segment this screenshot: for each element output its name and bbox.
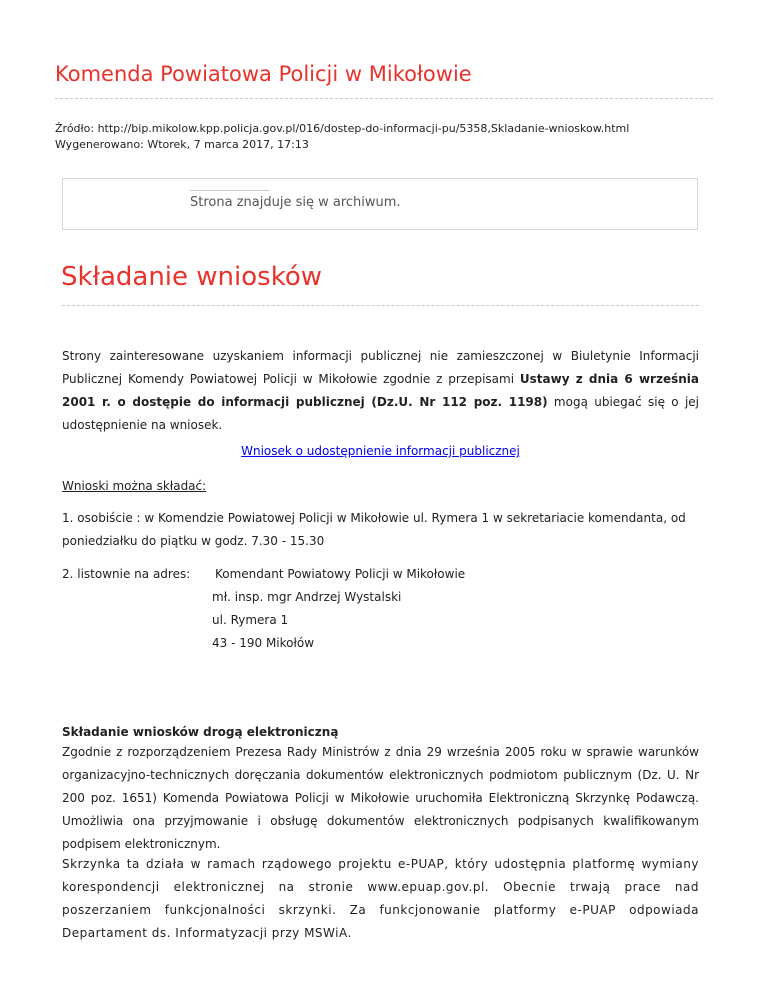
site-title: Komenda Powiatowa Policji w Mikołowie (55, 62, 472, 86)
generated-date: Wygenerowano: Wtorek, 7 marca 2017, 17:13 (55, 138, 309, 151)
archive-rule (190, 190, 270, 191)
address-line: ul. Rymera 1 (212, 613, 289, 627)
electronic-heading: Składanie wniosków drogą elektroniczną (62, 725, 339, 739)
header-divider (55, 98, 713, 99)
form-link-row (62, 440, 699, 463)
address-line: Komendant Powiatowy Policji w Mikołowie (215, 567, 466, 581)
mail-address (212, 563, 465, 655)
request-form-link[interactable]: Wniosek o udostępnienie informacji publicznej (241, 444, 520, 458)
submit-heading-row (62, 475, 699, 498)
intro-text: Strony zainteresowane uzyskaniem informacji publicznej nie zamieszczonej w Biuletynie Informacji Publicznej Komendy Powiatowej Policji w Mikołowie zgodnie z przepisami (62, 349, 699, 386)
page-title: Składanie wniosków (61, 262, 323, 292)
mail-item-label: 2. listownie na adres: (62, 567, 191, 581)
in-person-item: 1. osobiście : w Komendzie Powiatowej Policji w Mikołowie ul. Rymera 1 w sekretariacie komendanta, od poniedziałku do piątku w godz. 7.30 - 15.30 (62, 511, 686, 548)
law-reference: Ustawy z dnia 6 września 2001 r. o dostępie do informacji publicznej (Dz.U. Nr 112 poz. 1198) (62, 372, 699, 409)
archive-notice-box (62, 178, 698, 230)
electronic-paragraph: Zgodnie z rozporządzeniem Prezesa Rady Ministrów z dnia 29 września 2005 roku w sprawie warunków organizacyjno-technicznych doręczania dokumentów elektronicznych podmiotom publicznym (Dz. U. Nr 200 poz. 1651) Komenda Powiatowa Policji w Mikołowie uruchomiła Elektroniczną Skrzynkę Podawczą. Umożliwia ona przyjmowanie i obsługę dokumentów elektronicznych podpisanych kwalifikowanym podpisem elektronicznym. (62, 745, 699, 851)
archive-notice: Strona znajduje się w archiwum. (190, 195, 401, 210)
intro-end: mogą ubiegać się o jej udostępnienie na wniosek. (62, 395, 699, 432)
intro-paragraph (62, 345, 699, 437)
source-url: Źródło: http://bip.mikolow.kpp.policja.gov.pl/016/dostep-do-informacji-pu/5358,Skladanie-wnioskow.html (55, 122, 630, 135)
address-line: mł. insp. mgr Andrzej Wystalski (212, 590, 402, 604)
address-line: 43 - 190 Mikołów (212, 636, 315, 650)
submit-heading: Wnioski można składać: (62, 479, 207, 493)
title-divider (62, 305, 699, 306)
epuap-paragraph: Skrzynka ta działa w ramach rządowego projektu e-PUAP, który udostępnia platformę wymiany korespondencji elektronicznej na stronie www.epuap.gov.pl. Obecnie trwają prace nad poszerzaniem funkcjonalności skrzynki. Za funkcjonowanie platformy e-PUAP odpowiada Departament ds. Informatyzacji przy MSWiA. (62, 857, 699, 940)
